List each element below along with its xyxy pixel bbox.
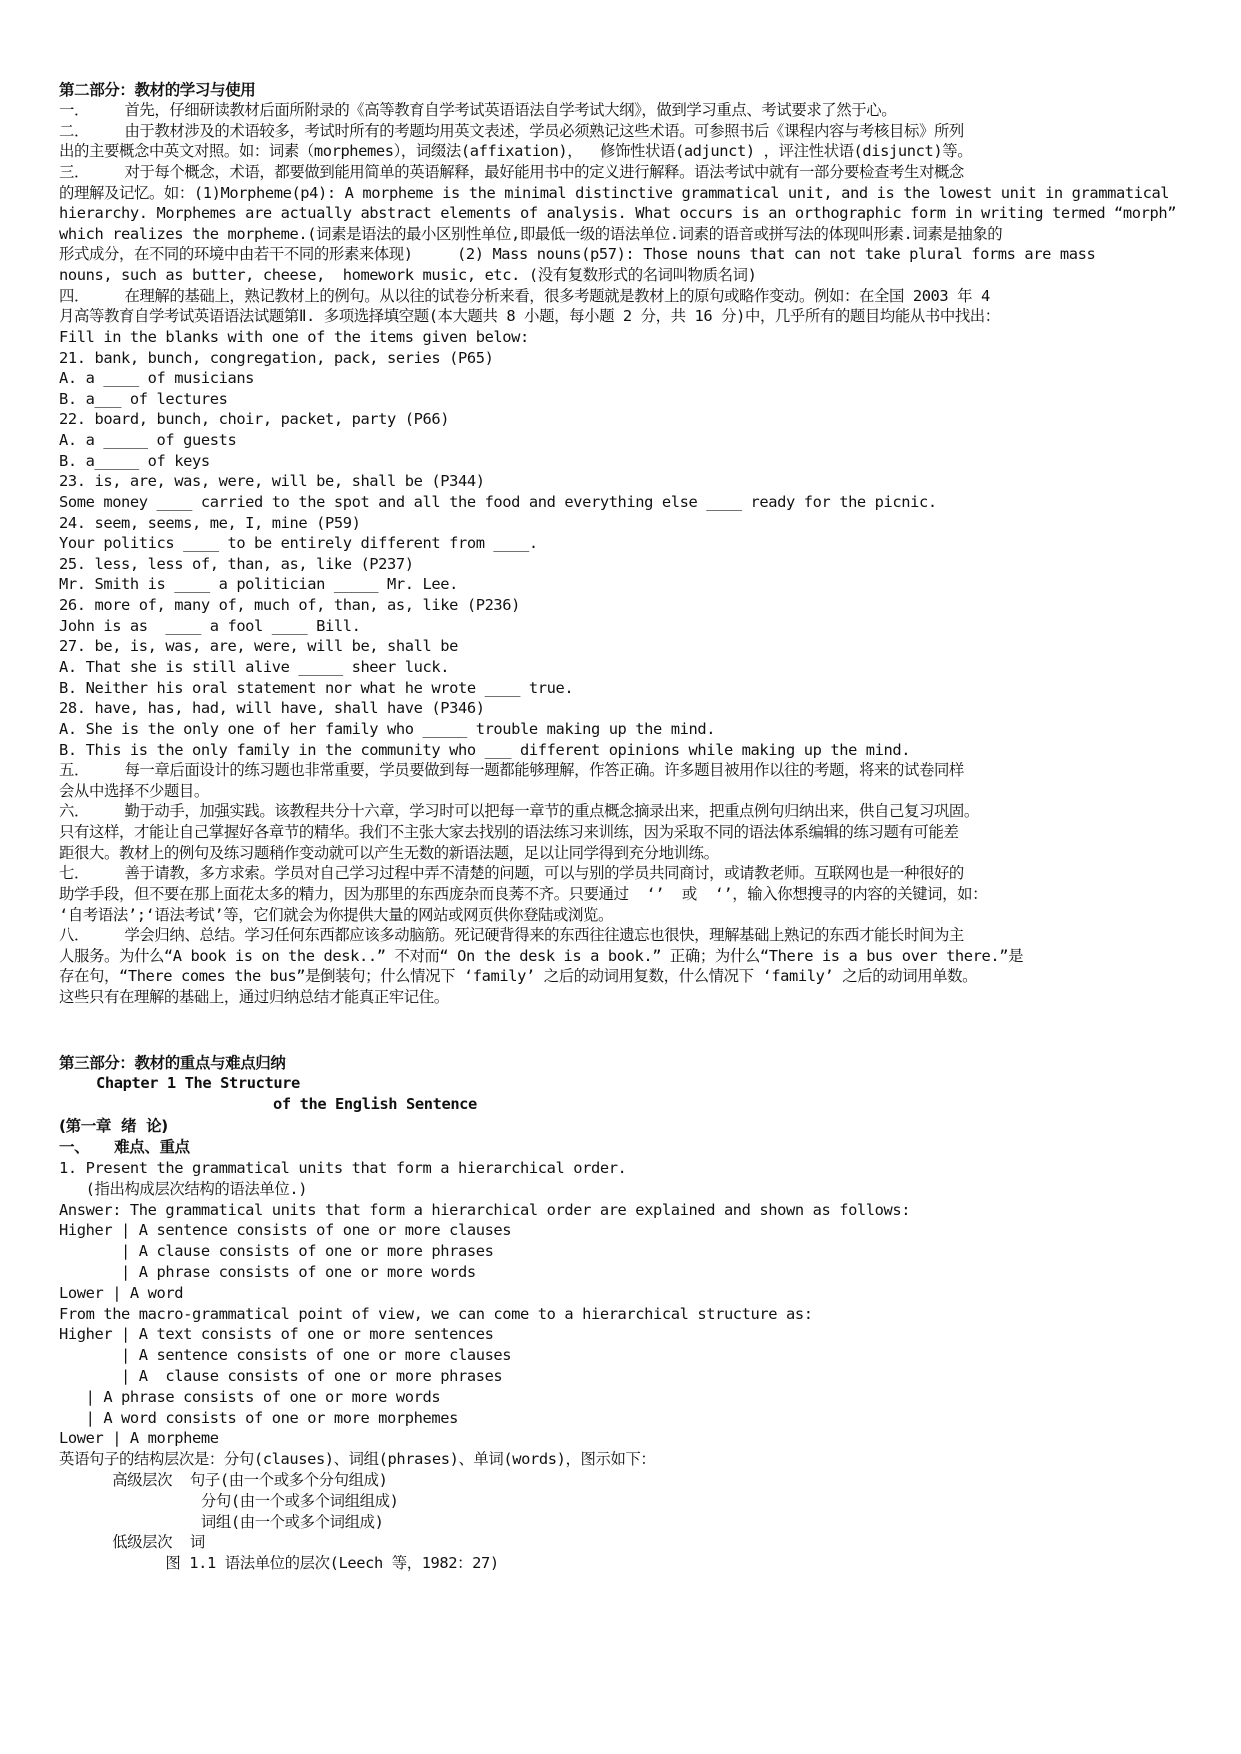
text-line: ‘自考语法’;‘语法考试’等，它们就会为你提供大量的网站或网页供你登陆或浏览。 [59, 905, 614, 924]
part2-heading: 第二部分：教材的学习与使用 [59, 81, 256, 99]
text-line: 24. seem, seems, me, I, mine (P59) [59, 513, 361, 532]
text-line: B. a___ of lectures [59, 389, 228, 408]
text-line: 26. more of, many of, much of, than, as, like (P236) [59, 596, 521, 615]
text-line: 存在句，“There comes the bus”是倒装句；什么情况下 ‘family’ 之后的动词用复数，什么情况下 ‘family’ 之后的动词用单数。 [59, 967, 978, 986]
text-line: 三． 对于每个概念，术语，都要做到能用简单的英语解释，最好能用书中的定义进行解释。语法考试中就有一部分要检查考生对概念 [59, 162, 964, 181]
text-line: Mr. Smith is ____ a politician _____ Mr. Lee. [59, 575, 458, 594]
text-line: A. a ____ of musicians [59, 369, 255, 388]
text-line: 一． 首先，仔细研读教材后面所附录的《高等教育自学考试英语语法自学考试大纲》，做到学习重点、考试要求了然于心。 [59, 101, 897, 119]
text-line: Lower | A word [59, 1283, 184, 1302]
text-line: 低级层次 词 [59, 1533, 205, 1552]
text-line: 图 1.1 语法单位的层次(Leech 等，1982：27) [59, 1554, 499, 1573]
text-line: | A phrase consists of one or more words [59, 1263, 476, 1281]
text-line: 23. is, are, was, were, will be, shall be (P344) [59, 472, 485, 491]
text-line: A. She is the only one of her family who _____ trouble making up the mind. [59, 719, 716, 738]
text-line: 月高等教育自学考试英语语法试题第Ⅱ. 多项选择填空题(本大题共 8 小题，每小题 2 分，共 16 分)中，几乎所有的题目均能从书中找出： [59, 307, 1000, 326]
text-line: 这些只有在理解的基础上，通过归纳总结才能真正牢记住。 [59, 988, 449, 1007]
text-line: nouns, such as butter, cheese, homework music, etc. (没有复数形式的名词叫物质名词) [59, 266, 757, 285]
text-line: 七． 善于请教，多方求索。学员对自己学习过程中弄不清楚的问题，可以与别的学员共同商讨，或请教老师。互联网也是一种很好的 [59, 864, 964, 883]
text-line: 的理解及记忆。如：(1)Morpheme(p4): A morpheme is the minimal distinctive grammatical unit, and is the lowest unit in grammatical [59, 183, 1170, 202]
text-line: which realizes the morpheme.(词素是语法的最小区别性单位,即最低一级的语法单位.词素的语音或拼写法的体现叫形素.词素是抽象的 [59, 224, 1003, 243]
text-line: 只有这样，才能让自己掌握好各章节的精华。我们不主张大家去找别的语法练习来训练，因为采取不同的语法体系编辑的练习题有可能差 [59, 823, 959, 842]
text-line: 英语句子的结构层次是：分句(clauses)、词组(phrases)、单词(words)，图示如下： [59, 1450, 656, 1469]
text-line: A. That she is still alive _____ sheer luck. [59, 658, 450, 676]
text-line: Answer: The grammatical units that form a hierarchical order are explained and shown as follows: [59, 1200, 911, 1219]
text-line: 21. bank, bunch, congregation, pack, series (P65) [59, 348, 494, 367]
text-line: Lower | A morpheme [59, 1429, 219, 1448]
text-line: 词组(由一个或多个词组成) [59, 1512, 384, 1531]
text-line: From the macro-grammatical point of view, we can come to a hierarchical structure as: [59, 1304, 813, 1323]
text-line: | A word consists of one or more morphemes [59, 1408, 458, 1427]
section-heading: 一、 难点、重点 [59, 1138, 190, 1156]
text-line: 形式成分，在不同的环境中由若干不同的形素来体现) (2) Mass nouns(p57): Those nouns that can not take plural forms are mass [59, 245, 1096, 264]
text-line: 分句(由一个或多个词组组成) [59, 1491, 399, 1510]
text-line: (指出构成层次结构的语法单位.) [59, 1179, 308, 1198]
text-line: Higher | A text consists of one or more sentences [59, 1325, 494, 1344]
text-line: 八． 学会归纳、总结。学习任何东西都应该多动脑筋。死记硬背得来的东西往往遗忘也很快，理解基础上熟记的东西才能长时间为主 [59, 926, 964, 945]
text-line: | A sentence consists of one or more clauses [59, 1346, 512, 1365]
chapter-title-line2: of the English Sentence [273, 1095, 477, 1113]
text-line: 人服务。为什么“A book is on the desk..” 不对而“ On the desk is a book.” 正确；为什么“There is a bus over there.”是 [59, 946, 1024, 965]
text-line: Higher | A sentence consists of one or more clauses [59, 1221, 512, 1240]
text-line: hierarchy. Morphemes are actually abstract elements of analysis. What occurs is an orthographic form in writing termed “morph” [59, 204, 1177, 223]
text-line: 28. have, has, had, will have, shall have (P346) [59, 699, 485, 718]
text-line: B. a_____ of keys [59, 451, 210, 470]
text-line: B. This is the only family in the community who ___ different opinions while making up the mind. [59, 740, 911, 759]
text-line: 1. Present the grammatical units that form a hierarchical order. [59, 1159, 627, 1177]
text-line: | A clause consists of one or more phrases [59, 1242, 494, 1261]
text-line: 高级层次 句子(由一个或多个分句组成) [59, 1471, 388, 1489]
text-line: 22. board, bunch, choir, packet, party (P66) [59, 410, 450, 429]
text-line: | A phrase consists of one or more words [59, 1387, 441, 1406]
text-line: 二． 由于教材涉及的术语较多，考试时所有的考题均用英文表述，学员必须熟记这些术语。可参照书后《课程内容与考核目标》所列 [59, 121, 964, 140]
text-line: B. Neither his oral statement nor what he wrote ____ true. [59, 678, 574, 697]
text-line: Your politics ____ to be entirely different from ____. [59, 534, 538, 553]
text-line: 27. be, is, was, are, were, will be, shall be [59, 637, 458, 656]
text-line: 25. less, less of, than, as, like (P237) [59, 554, 414, 573]
text-line: 距很大。教材上的例句及练习题稍作变动就可以产生无数的新语法题，足以让同学得到充分地训练。 [59, 843, 719, 862]
chapter-cn-title: (第一章 绪 论) [59, 1117, 168, 1135]
text-line: 助学手段，但不要在那上面花太多的精力，因为那里的东西庞杂而良莠不齐。只要通过 ‘’ 或 ‘’，输入你想搜寻的内容的关键词，如： [59, 884, 988, 903]
text-line: 五． 每一章后面设计的练习题也非常重要，学员要做到每一题都能够理解，作答正确。许多题目被用作以往的考题，将来的试卷同样 [59, 761, 964, 780]
text-line: | A clause consists of one or more phrases [59, 1367, 503, 1385]
text-line: John is as ____ a fool ____ Bill. [59, 616, 361, 635]
text-line: Fill in the blanks with one of the items given below: [59, 327, 529, 346]
text-line: A. a _____ of guests [59, 431, 237, 450]
text-line: 四． 在理解的基础上，熟记教材上的例句。从以往的试卷分析来看，很多考题就是教材上的原句或略作变动。例如：在全国 2003 年 4 [59, 286, 990, 305]
text-line: 六． 勤于动手，加强实践。该教程共分十六章，学习时可以把每一章节的重点概念摘录出来，把重点例句归纳出来，供自己复习巩固。 [59, 802, 979, 821]
text-line: 出的主要概念中英文对照。如：词素（morphemes），词缀法(affixation)， 修饰性状语(adjunct) ，评注性状语(disjunct)等。 [59, 142, 973, 161]
chapter-title-line1: Chapter 1 The Structure [96, 1074, 300, 1092]
text-line: Some money ____ carried to the spot and all the food and everything else ____ ready for the picnic. [59, 492, 937, 511]
part3-heading: 第三部分：教材的重点与难点归纳 [59, 1054, 286, 1072]
text-line: 会从中选择不少题目。 [59, 781, 209, 800]
